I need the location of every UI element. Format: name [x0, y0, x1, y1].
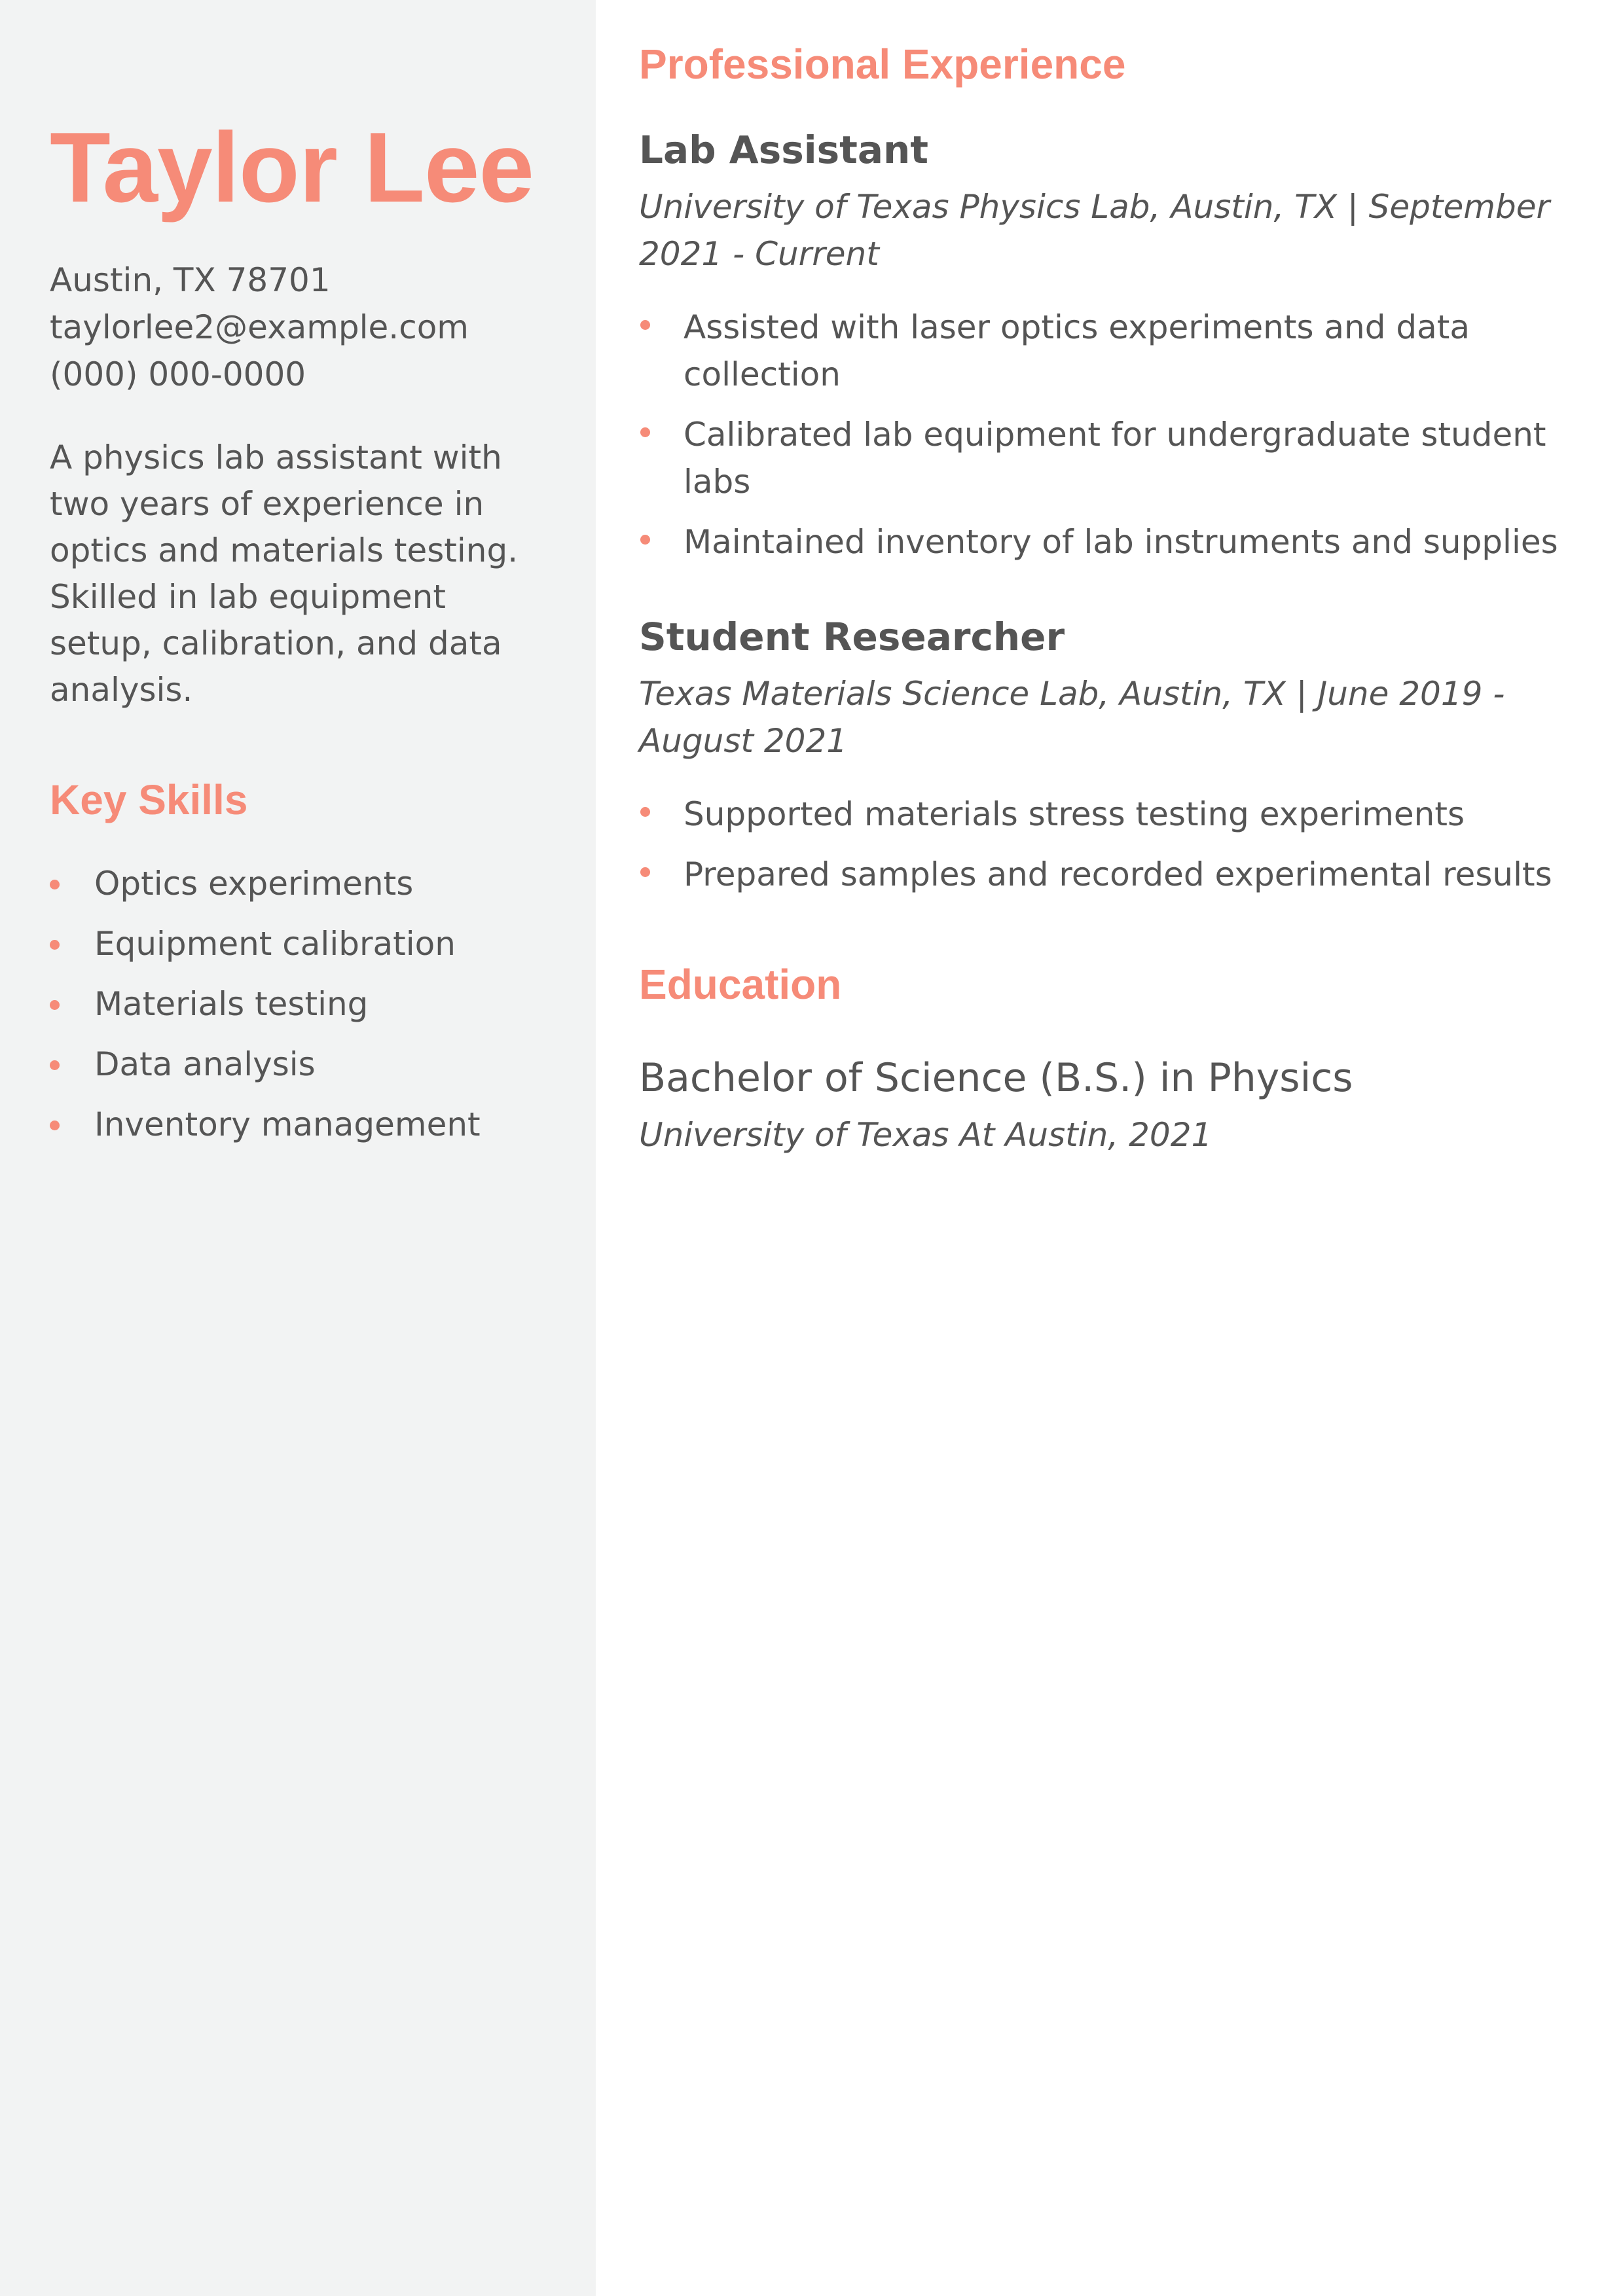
contact-phone: (000) 000-0000 — [50, 355, 306, 393]
education-heading: Education — [639, 961, 842, 1008]
job-bullet: Supported materials stress testing experiments — [639, 791, 1584, 838]
main-content — [596, 0, 1623, 2296]
skills-list — [50, 853, 556, 1155]
job-bullets — [639, 304, 1584, 565]
key-skills-heading: Key Skills — [50, 776, 248, 823]
job-meta: Texas Materials Science Lab, Austin, TX | June 2019 - August 2021 — [639, 675, 1505, 760]
job-entry — [639, 615, 1584, 898]
skill-item: Equipment calibration — [50, 914, 556, 974]
job-title: Student Researcher — [639, 615, 1065, 659]
skill-item: Data analysis — [50, 1034, 556, 1094]
school-info: University of Texas At Austin, 2021 — [639, 1116, 1213, 1154]
job-entry — [639, 128, 1584, 565]
experience-heading: Professional Experience — [639, 41, 1126, 88]
skill-item: Inventory management — [50, 1094, 556, 1155]
job-bullets — [639, 791, 1584, 898]
job-bullet: Maintained inventory of lab instruments and supplies — [639, 518, 1584, 565]
contact-email: taylorlee2@example.com — [50, 308, 469, 346]
skill-item: Materials testing — [50, 974, 556, 1034]
job-title: Lab Assistant — [639, 128, 929, 172]
professional-summary: A physics lab assistant with two years of experience in optics and materials testing. Skilled in lab equipment setup, calibration, and data analysis. — [50, 439, 519, 709]
job-bullet: Assisted with laser optics experiments and data collection — [639, 304, 1584, 398]
contact-info — [50, 257, 556, 398]
contact-address: Austin, TX 78701 — [50, 261, 331, 299]
candidate-name: Taylor Lee — [50, 112, 534, 223]
job-bullet: Prepared samples and recorded experimental results — [639, 851, 1584, 898]
sidebar — [0, 0, 596, 2296]
degree-title: Bachelor of Science (B.S.) in Physics — [639, 1055, 1353, 1101]
skill-item: Optics experiments — [50, 853, 556, 914]
job-meta: University of Texas Physics Lab, Austin, TX | September 2021 - Current — [639, 188, 1550, 273]
job-bullet: Calibrated lab equipment for undergraduate student labs — [639, 411, 1584, 505]
